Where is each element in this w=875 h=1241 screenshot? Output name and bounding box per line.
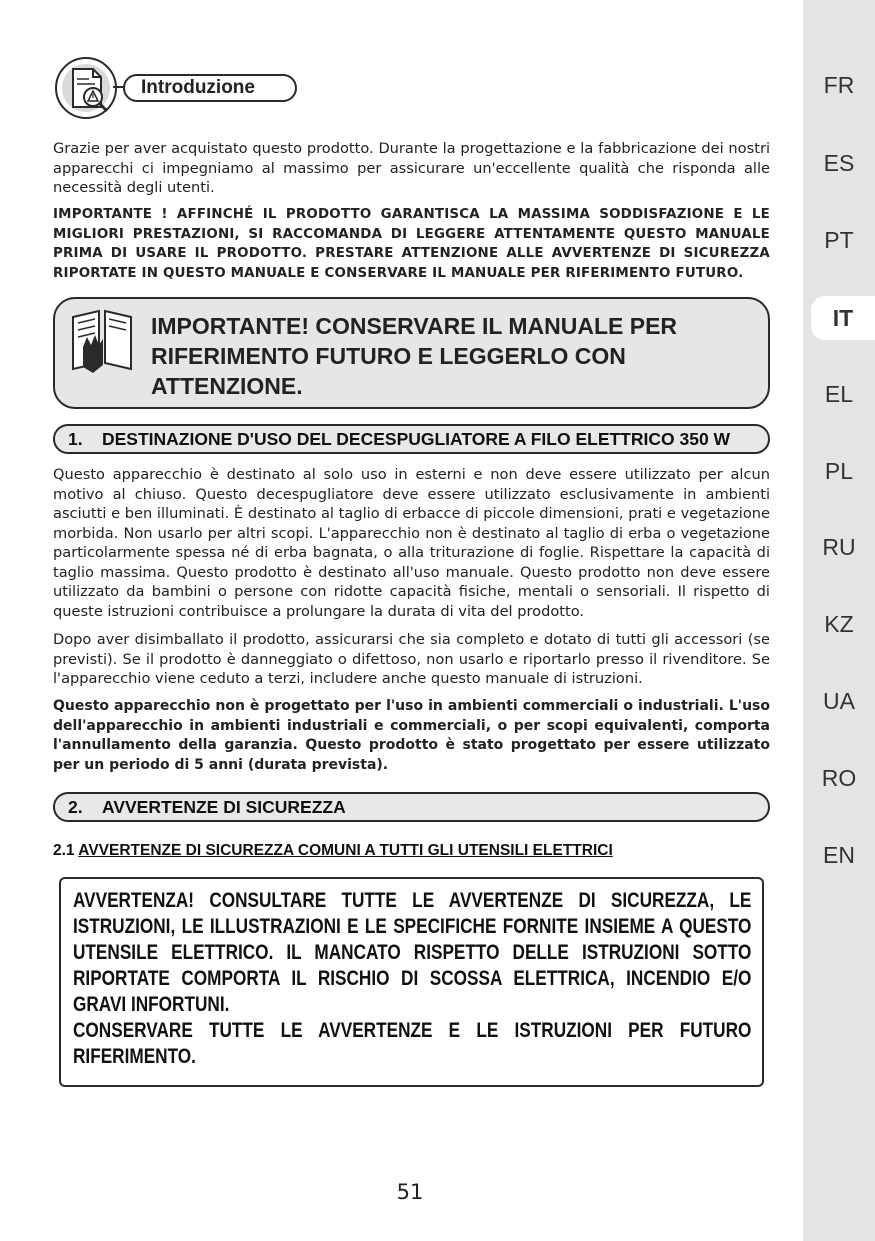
- lang-tab-pl[interactable]: PL: [824, 458, 854, 484]
- language-sidebar: [803, 0, 875, 1241]
- lang-tab-es[interactable]: ES: [823, 150, 855, 176]
- section-2-number: 2.: [68, 797, 83, 817]
- lang-tab-kz[interactable]: KZ: [824, 611, 854, 637]
- read-manual-icon: [69, 307, 135, 377]
- important-notice-text: IMPORTANTE! CONSERVARE IL MANUALE PER RIFERIMENTO FUTURO E LEGGERLO CON ATTENZIONE.: [151, 313, 678, 399]
- lang-tab-ru[interactable]: RU: [822, 534, 856, 560]
- lang-tab-ro[interactable]: RO: [821, 765, 857, 791]
- subsection-2-1-heading: [53, 842, 613, 860]
- intro-header: [55, 57, 305, 119]
- lang-tab-ua[interactable]: UA: [823, 688, 855, 714]
- section-1-title: DESTINAZIONE D'USO DEL DECESPUGLIATORE A FILO ELETTRICO 350 W: [102, 429, 731, 449]
- section-1-paragraph-3: Questo apparecchio non è progettato per l'uso in ambienti commerciali o industriali. L'uso dell'apparecchio in ambienti industriali e commerciali, o per scopi equivalenti, comporta l'annullamento della garanzia. Questo prodotto è stato progettato per essere utilizzato per un periodo di 5 anni (durata prevista).: [53, 698, 770, 773]
- safety-warning-box: [59, 877, 764, 1087]
- intro-paragraph: Grazie per aver acquistato questo prodotto. Durante la progettazione e la fabbricazione dei nostri apparecchi ci impegniamo al massimo per assicurare un'eccellente qualità che risponda alle necessità degli utenti.: [53, 140, 770, 196]
- lang-tab-fr[interactable]: FR: [823, 72, 855, 98]
- important-notice-box: [53, 297, 770, 409]
- lang-tab-el[interactable]: EL: [824, 381, 854, 407]
- subsection-2-1-title: AVVERTENZE DI SICUREZZA COMUNI A TUTTI GLI UTENSILI ELETTRICI: [78, 842, 613, 859]
- section-2-header: [53, 792, 770, 822]
- lang-tab-en[interactable]: EN: [823, 842, 855, 868]
- intro-important-paragraph: IMPORTANTE ! AFFINCHÉ IL PRODOTTO GARANTISCA LA MASSIMA SODDISFAZIONE E LE MIGLIORI PRESTAZIONI, SI RACCOMANDA DI LEGGERE ATTENTAMENTE QUESTO MANUALE PRIMA DI USARE IL PRODOTTO. PRESTARE ATTENZIONE ALLE AVVERTENZE DI SICUREZZA RIPORTATE IN QUESTO MANUALE E CONSERVARE IL MANUALE PER RIFERIMENTO FUTURO.: [53, 207, 770, 281]
- lang-tab-it[interactable]: IT: [811, 296, 875, 340]
- manual-warning-icon: [55, 57, 117, 119]
- subsection-2-1-number: 2.1: [53, 842, 75, 859]
- section-1-header: [53, 424, 770, 454]
- intro-title: Introduzione: [123, 74, 297, 102]
- page-number: 51: [396, 1180, 424, 1204]
- section-1-paragraph-1: Questo apparecchio è destinato al solo uso in esterni e non deve essere utilizzato per alcun motivo al chiuso. Questo decespugliatore deve essere utilizzato esclusivamente in ambienti asciutti e ben illuminati. È destinato al taglio di erbacce di piccole dimensioni, prati e vegetazione morbida. Non usarlo per altri scopi. L'apparecchio non è destinato al taglio di erba o vegetazione particolarmente spessa né di erba bagnata, o alla triturazione di foglie. Rispettare la capacità di taglio massima. Questo prodotto è destinato all'uso manuale. Questo prodotto non deve essere utilizzato da bambini o persone con ridotte capacità fisiche, mentali o sensoriali. Il rispetto di queste istruzioni contribuisce a prolungare la durata di vita del prodotto.: [53, 466, 770, 620]
- section-2-title: AVVERTENZE DI SICUREZZA: [102, 797, 346, 817]
- safety-warning-keep-text: CONSERVARE TUTTE LE AVVERTENZE E LE ISTRUZIONI PER FUTURO RIFERIMENTO.: [73, 1018, 752, 1068]
- section-1-number: 1.: [68, 429, 83, 449]
- safety-warning-text: AVVERTENZA! CONSULTARE TUTTE LE AVVERTENZE DI SICUREZZA, LE ISTRUZIONI, LE ILLUSTRAZIONI E LE SPECIFICHE FORNITE INSIEME A QUESTO UTENSILE ELETTRICO. IL MANCATO RISPETTO DELLE ISTRUZIONI SOTTO RIPORTATE COMPORTA IL RISCHIO DI SCOSSA ELETTRICA, INCENDIO E/O GRAVI INFORTUNI.: [73, 888, 752, 1016]
- section-1-paragraph-2: Dopo aver disimballato il prodotto, assicurarsi che sia completo e dotato di tutti gli accessori (se previsti). Se il prodotto è danneggiato o difettoso, non usarlo e riportarlo presso il rivenditore. Se l'apparecchio viene ceduto a terzi, includere anche questo manuale di istruzioni.: [53, 631, 770, 687]
- lang-tab-pt[interactable]: PT: [824, 227, 854, 253]
